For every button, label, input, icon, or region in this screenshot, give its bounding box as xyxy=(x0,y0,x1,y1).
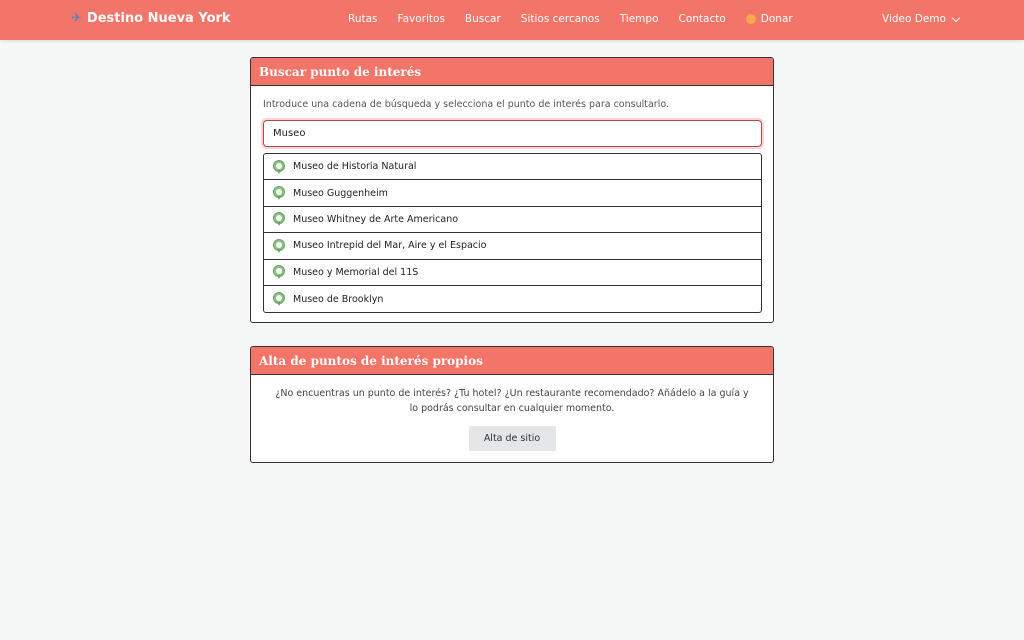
add-card-text: ¿No encuentras un punto de interés? ¿Tu hotel? ¿Un restaurante recomendado? Añádelo a la guía y lo podrás consultar en cualquier momento. xyxy=(275,388,749,414)
list-item[interactable]: Museo Guggenheim xyxy=(264,180,761,206)
user-menu[interactable] xyxy=(882,13,959,25)
search-intro: Introduce una cadena de búsqueda y selecciona el punto de interés para consultarlo. xyxy=(263,99,669,110)
user-name: Video Demo xyxy=(882,13,946,25)
search-card xyxy=(250,57,774,323)
list-item[interactable]: Museo Intrepid del Mar, Aire y el Espacio xyxy=(264,233,761,259)
nav-donar[interactable] xyxy=(746,13,793,25)
list-item[interactable]: Museo y Memorial del 11S xyxy=(264,260,761,286)
airplane-icon: ✈ xyxy=(71,11,82,26)
nav-tiempo[interactable]: Tiempo xyxy=(619,13,659,25)
museum-pin-icon xyxy=(273,239,285,253)
donate-label: Donar xyxy=(760,13,793,25)
list-item[interactable]: Museo de Brooklyn xyxy=(264,286,761,312)
nav-rutas[interactable]: Rutas xyxy=(348,13,378,25)
museum-pin-icon xyxy=(273,160,285,174)
chevron-down-icon xyxy=(952,13,960,21)
brand-title: Destino Nueva York xyxy=(86,11,231,26)
nav-sitios-cercanos[interactable]: Sitios cercanos xyxy=(520,13,600,25)
nav-favoritos[interactable]: Favoritos xyxy=(397,13,445,25)
search-card-title: Buscar punto de interés xyxy=(251,58,773,86)
museum-pin-icon xyxy=(273,292,285,306)
list-item[interactable]: Museo de Historia Natural xyxy=(264,154,761,180)
navbar xyxy=(0,0,1024,40)
museum-pin-icon xyxy=(273,212,285,226)
search-input[interactable] xyxy=(263,120,762,147)
add-poi-card xyxy=(250,346,774,463)
add-card-title: Alta de puntos de interés propios xyxy=(251,347,773,375)
nav-buscar[interactable]: Buscar xyxy=(464,13,501,25)
museum-pin-icon xyxy=(273,265,285,279)
brand-link[interactable] xyxy=(71,11,231,26)
results-list xyxy=(263,153,762,313)
donate-icon xyxy=(746,14,756,24)
nav-contacto[interactable]: Contacto xyxy=(678,13,726,25)
museum-pin-icon xyxy=(273,186,285,200)
nav-links xyxy=(348,13,813,25)
list-item[interactable]: Museo Whitney de Arte Americano xyxy=(264,207,761,233)
alta-sitio-button[interactable]: Alta de sitio xyxy=(469,426,556,451)
